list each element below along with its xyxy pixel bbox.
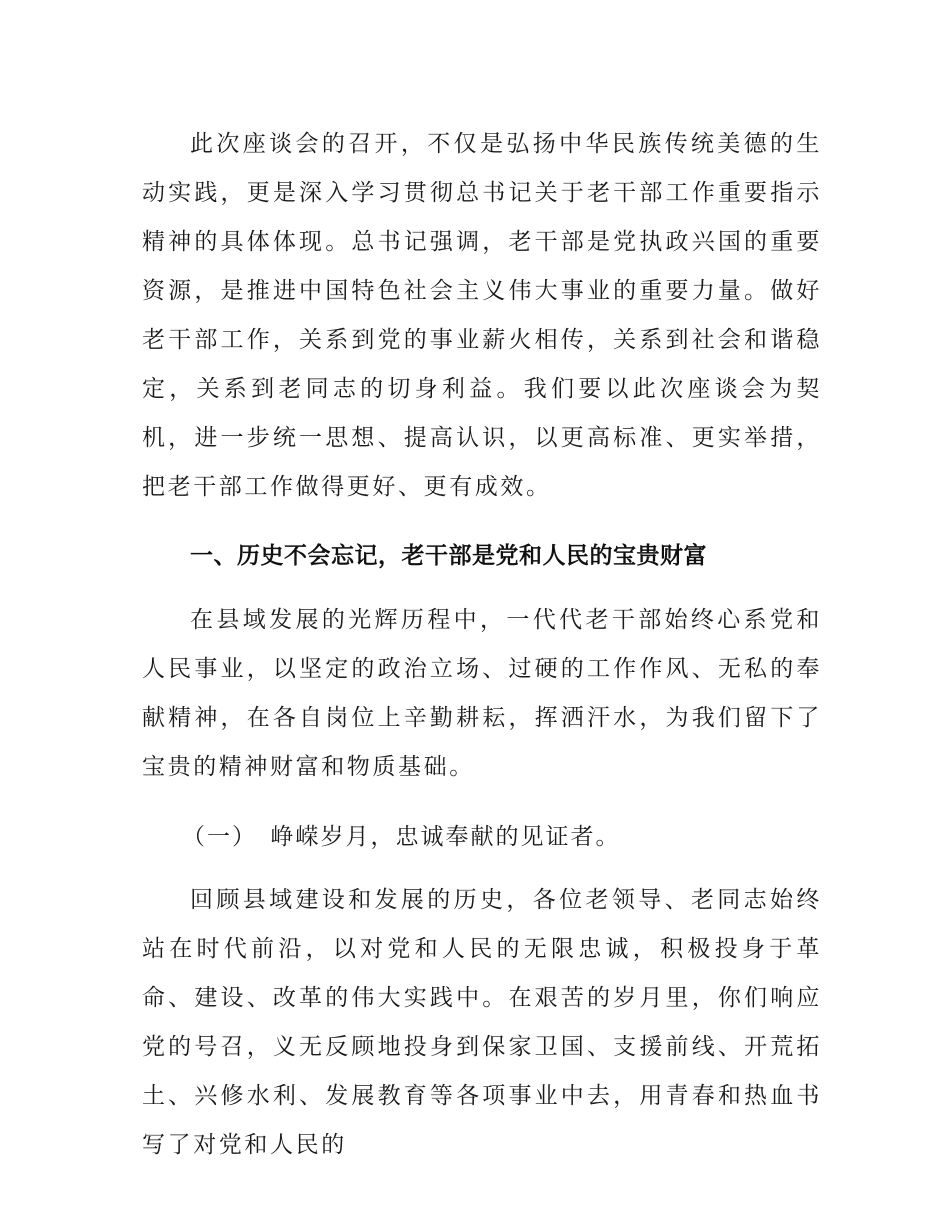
body-paragraph-2: 在县域发展的光辉历程中，一代代老干部始终心系党和人民事业，以坚定的政治立场、过硬的工作作风、无私的奉献精神，在各自岗位上辛勤耕耘，挥洒汗水，为我们留下了宝贵的精神财富和物质基础。 — [142, 607, 822, 780]
subsection-heading-1: （一） 峥嵘岁月，忠诚奉献的见证者。 — [182, 824, 621, 850]
body-paragraph-1: 此次座谈会的召开，不仅是弘扬中华民族传统美德的生动实践，更是深入学习贯彻总书记关于老干部工作重要指示精神的具体体现。总书记强调，老干部是党执政兴国的重要资源，是推进中国特色社会主义伟大事业的重要力量。做好老干部工作，关系到党的事业薪火相传，关系到社会和谐稳定，关系到老同志的切身利益。我们要以此次座谈会为契机，进一步统一思想、提高认识，以更高标准、更实举措，把老干部工作做得更好、更有成效。 — [142, 131, 822, 500]
section-heading-1: 一、历史不会忘记，老干部是党和人民的宝贵财富 — [190, 543, 707, 569]
body-paragraph-3: 回顾县域建设和发展的历史，各位老领导、老同志始终站在时代前沿，以对党和人民的无限忠诚，积极投身于革命、建设、改革的伟大实践中。在艰苦的岁月里，你们响应党的号召，义无反顾地投身到保家卫国、支援前线、开荒拓土、兴修水利、发展教育等各项事业中去，用青春和热血书写了对党和人民的 — [142, 887, 822, 1158]
